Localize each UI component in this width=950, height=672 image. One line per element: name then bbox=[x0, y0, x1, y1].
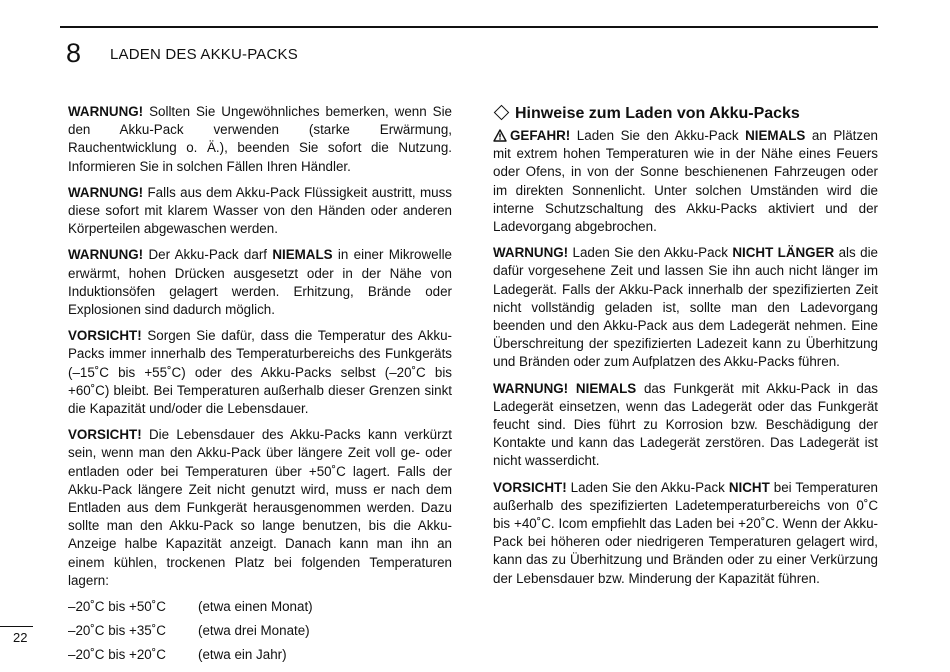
paragraph-text: Laden Sie den Akku-Pack bbox=[570, 128, 746, 143]
temperature-row bbox=[68, 598, 452, 616]
section-title: Hinweise zum Laden von Akku-Packs bbox=[515, 105, 800, 122]
temperature-range: –20˚C bis +35˚C bbox=[68, 623, 166, 639]
storage-duration: (etwa ein Jahr) bbox=[198, 647, 287, 663]
warning-label: WARNUNG! bbox=[68, 184, 144, 200]
paragraph-text: Sollten Sie Ungewöhnliches bemerken, wenn Sie den Akku-Pack verwenden (starke Erwärmung, Rauchentwicklung o. Ä.), beenden Sie sofort die Nutzung. Informieren Sie in solchen Fällen Ihren Händler. bbox=[68, 104, 452, 174]
paragraph-text: an Plätzen mit extrem hohen Temperaturen wie in der Nähe eines Feuers oder Ofens, in von der Sonne beschienenen Fahrzeugen oder im direkten Sonnenlicht. Unter solchen Umständen wird die interne Schutzschaltung des Akku-Packs aktiviert und der Ladevorgang abgebrochen. bbox=[493, 128, 878, 235]
right-column bbox=[493, 104, 878, 596]
header-rule bbox=[60, 26, 878, 28]
left-column bbox=[68, 103, 452, 671]
paragraph-caution-3 bbox=[493, 479, 878, 588]
paragraph-warning-3 bbox=[68, 246, 452, 319]
paragraph-text: Der Akku-Pack darf bbox=[143, 247, 273, 263]
page-number-rule bbox=[0, 626, 33, 627]
chapter-number: 8 bbox=[66, 38, 82, 68]
paragraph-text: in einer Mikrowelle erwärmt, hohen Drücken ausgesetzt oder in der Nähe von Induktionsöfen gelagert werden. Erhitzung, Brände oder Explosionen sind dadurch möglich. bbox=[68, 247, 452, 318]
caution-label: VORSICHT! bbox=[68, 427, 142, 443]
temperature-row bbox=[68, 646, 452, 664]
warning-label: WARNUNG! NIEMALS bbox=[493, 380, 637, 396]
paragraph-text: Sorgen Sie dafür, dass die Temperatur des Akku-Packs immer innerhalb des Temperaturbereichs des Funkgeräts (–15˚C bis +55˚C) oder des Akku-Packs selbst (–20˚C bis +60˚C) bleibt. Bei Temperaturen außerhalb dieser Grenzen sinkt die Kapazität und/oder die Lebensdauer. bbox=[68, 328, 452, 417]
emphasis: NICHT bbox=[728, 479, 770, 495]
caution-label: VORSICHT! bbox=[493, 479, 567, 495]
paragraph-warning-4 bbox=[493, 244, 878, 371]
paragraph-text: Laden Sie den Akku-Pack bbox=[568, 245, 733, 261]
temperature-row bbox=[68, 622, 452, 640]
emphasis: NICHT LÄNGER bbox=[732, 245, 835, 261]
warning-label: WARNUNG! bbox=[68, 247, 144, 263]
paragraph-warning-1 bbox=[68, 103, 452, 176]
warning-label: WARNUNG! bbox=[68, 104, 144, 119]
paragraph-text: Laden Sie den Akku-Pack bbox=[566, 479, 729, 495]
storage-duration: (etwa drei Monate) bbox=[198, 623, 310, 639]
page-number: 22 bbox=[13, 630, 28, 645]
warning-triangle-icon bbox=[493, 129, 507, 142]
caution-label: VORSICHT! bbox=[68, 328, 142, 344]
storage-duration: (etwa einen Monat) bbox=[198, 599, 313, 615]
temperature-range: –20˚C bis +50˚C bbox=[68, 599, 166, 615]
warning-label: WARNUNG! bbox=[493, 245, 569, 261]
diamond-icon bbox=[494, 105, 510, 121]
danger-label: GEFAHR! bbox=[510, 128, 571, 143]
paragraph-text: Die Lebensdauer des Akku-Packs kann verkürzt sein, wenn man den Akku-Pack über längere Zeit voll ge- oder entladen oder bei Temperaturen über +50˚C lagert. Falls der Akku-Pack längere Zeit nicht genutzt wird, muss er nach dem Entladen aus dem Funkgerät herausgenommen werden. Dazu sollte man den Akku-Pack so lange benutzen, bis die Akku-Anzeige halbe Kapazität anzeigt. Danach kann man ihn an einem kühlen, trockenen Platz bei folgenden Temperaturen lagern: bbox=[68, 427, 452, 588]
paragraph-warning-5 bbox=[493, 380, 878, 471]
emphasis: NIEMALS bbox=[745, 128, 806, 143]
paragraph-text: bei Temperaturen außerhalb des spezifizierten Ladetemperaturbereichs von 0˚C bis +40˚C. Icom empfiehlt das Laden bei +20˚C. Wenn der Akku-Pack bei höheren oder niedrigeren Temperaturen gelagert wird, kann das zu Überhitzung und Bränden oder zu einer Verkürzung der Lebensdauer bzw. Minderung der Kapazität führen. bbox=[493, 479, 879, 586]
paragraph-warning-2 bbox=[68, 184, 452, 239]
section-heading bbox=[493, 104, 878, 123]
emphasis: NIEMALS bbox=[272, 247, 333, 263]
chapter-title: LADEN DES AKKU-PACKS bbox=[110, 46, 298, 63]
paragraph-text: das Funkgerät mit Akku-Pack in das Ladegerät einsetzen, wenn das Ladegerät oder das Funkgerät feucht sind. Dies führt zu Korrosion bzw. Beschädigung der Kontakte und kann das Ladegerät zerstören. Das Ladegerät ist nicht wasserdicht. bbox=[493, 380, 878, 469]
temperature-range: –20˚C bis +20˚C bbox=[68, 647, 166, 663]
paragraph-danger bbox=[493, 127, 878, 236]
paragraph-caution-2 bbox=[68, 426, 452, 590]
paragraph-text: als die dafür vorgesehene Zeit und lassen Sie ihn auch nicht länger im Ladegerät. Falls der Akku-Pack innerhalb der spezifizierten Zeit nicht vollständig geladen ist, sollte man den Ladevorgang beenden und den Akku-Pack aus dem Ladegerät nehmen. Eine Überschreitung der spezifizierten Ladezeit kann zu Überhitzung und Bränden oder zum Aufplatzen des Akku-Packs führen. bbox=[493, 245, 878, 370]
paragraph-text: Falls aus dem Akku-Pack Flüssigkeit austritt, muss diese sofort mit klarem Wasser von den Händen oder anderen Körperteilen abgewaschen werden. bbox=[68, 184, 452, 237]
paragraph-caution-1 bbox=[68, 327, 452, 418]
